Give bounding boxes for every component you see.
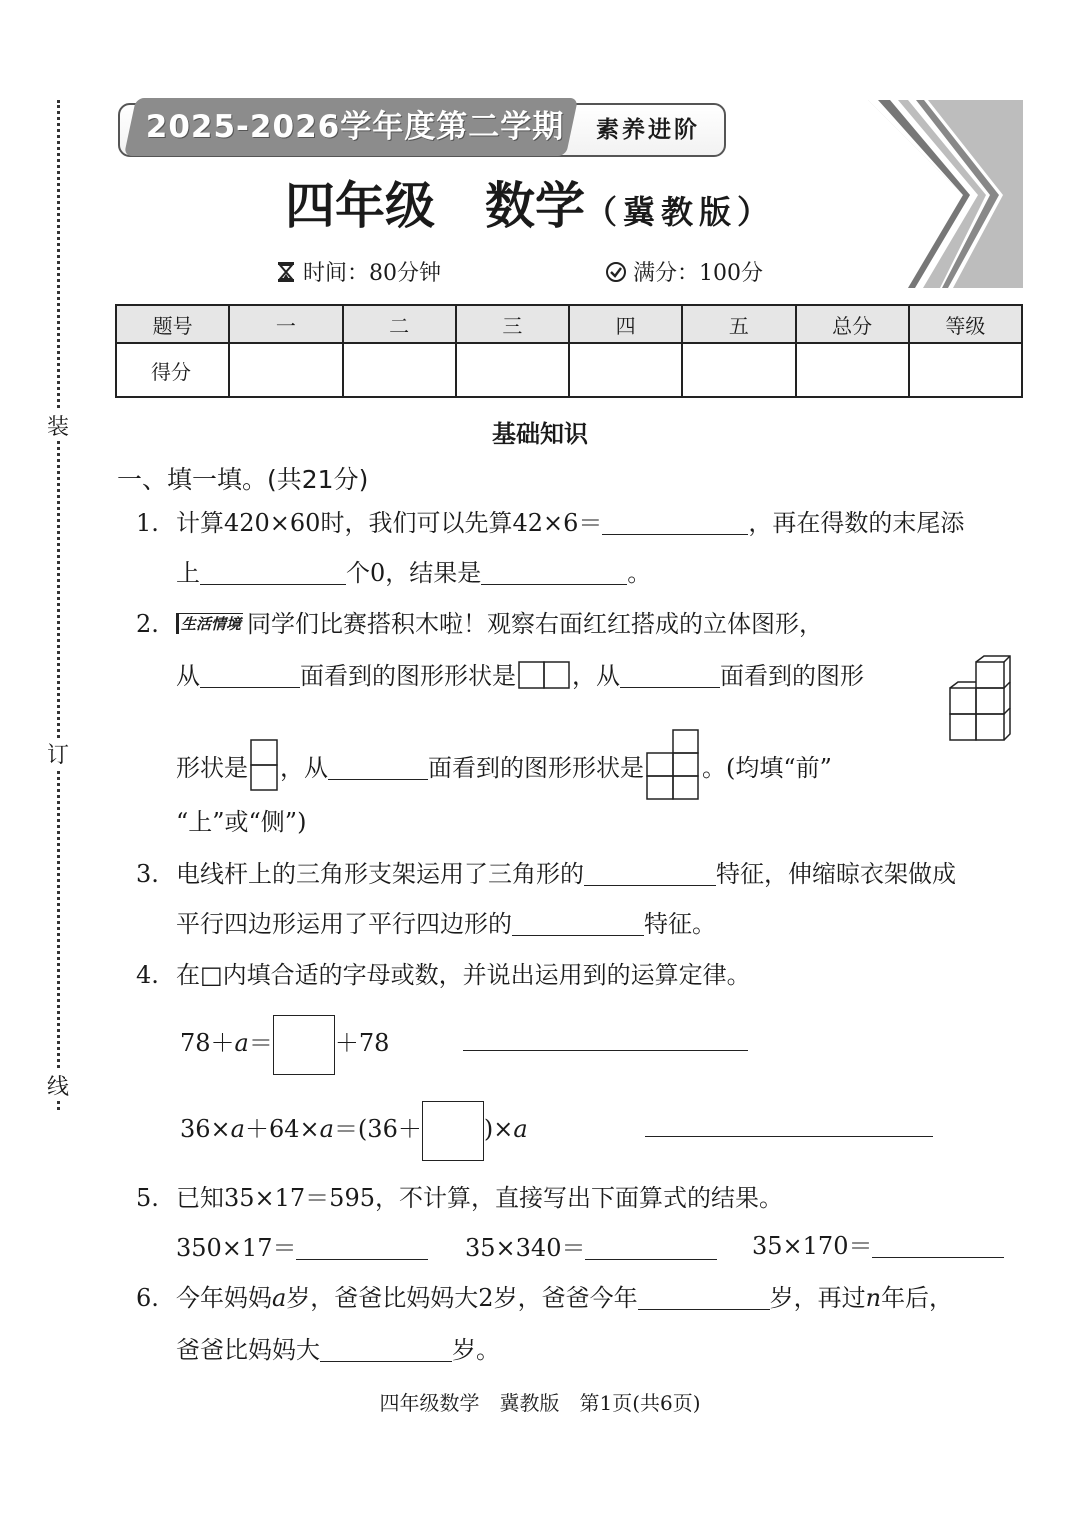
q6-text: 岁。	[452, 1336, 500, 1364]
q2-text: ，从	[280, 754, 328, 782]
q4-var: a	[230, 1115, 245, 1143]
q2-text: 面看到的图形	[720, 662, 864, 690]
fill-in-box[interactable]	[273, 1015, 335, 1075]
time-info	[275, 257, 441, 291]
score-table-row-label: 题号	[116, 305, 229, 343]
answer-blank[interactable]	[872, 1231, 1004, 1258]
q6-var: n	[865, 1284, 882, 1312]
life-scenario-badge: 生活情境	[176, 613, 243, 634]
q2-text: 面看到的图形形状是	[300, 662, 516, 690]
score-cell[interactable]	[343, 343, 456, 397]
q4-intro: 在□内填合适的字母或数，并说出运用到的运算定律。	[176, 961, 751, 989]
q1-text: 个0，结果是	[346, 559, 482, 587]
q4-equation-1	[180, 1010, 389, 1076]
q5-expr-3	[752, 1226, 1004, 1266]
q6-line-1	[176, 1278, 953, 1318]
q3-line-1	[176, 854, 956, 894]
answer-blank[interactable]	[200, 661, 300, 688]
q1-line-2	[176, 553, 651, 593]
score-cell[interactable]	[796, 343, 909, 397]
score-cell[interactable]	[456, 343, 569, 397]
q3-text: 平行四边形运用了平行四边形的	[176, 910, 512, 938]
q5-text: 35×170＝	[752, 1232, 873, 1260]
school-year-label: 2025-2026学年度第二学期	[145, 109, 565, 145]
grade-label: 四年级	[285, 177, 435, 235]
view-shape-two-squares	[518, 661, 570, 689]
score-cell[interactable]	[909, 343, 1022, 397]
score-cell[interactable]	[569, 343, 682, 397]
q6-var: a	[272, 1284, 287, 1312]
score-table	[115, 304, 1023, 398]
q4-text: ＋64×	[244, 1115, 320, 1143]
score-table-col: 等级	[909, 305, 1022, 343]
score-table-col: 四	[569, 305, 682, 343]
level-tag: 素养进阶	[596, 117, 700, 143]
subject-label: 数学	[485, 177, 585, 235]
section-title: 基础知识	[492, 420, 588, 448]
q1-text: 上	[176, 559, 200, 587]
answer-blank[interactable]	[200, 558, 346, 585]
q5-text: 350×17＝	[176, 1234, 297, 1262]
score-table-col: 总分	[796, 305, 909, 343]
q6-text: 爸爸比妈妈大	[176, 1336, 320, 1364]
q1-text: 计算420×60时，我们可以先算42×6＝	[176, 509, 603, 537]
q5-intro: 已知35×17＝595，不计算，直接写出下面算式的结果。	[176, 1184, 783, 1212]
score-table-col: 五	[682, 305, 795, 343]
question-number: 6.	[136, 1284, 159, 1312]
question-number: 4.	[136, 961, 159, 989]
check-circle-icon	[605, 261, 627, 283]
q4-text: )×	[483, 1115, 514, 1143]
q4-text: ＋78	[334, 1029, 390, 1057]
q2-text: 同学们比赛搭积木啦！观察右面红红搭成的立体图形，	[247, 610, 824, 638]
q6-text: 今年妈妈	[176, 1284, 272, 1312]
q2-text: ，从	[572, 662, 620, 690]
q5-expr-2	[465, 1228, 717, 1268]
q4-var: a	[513, 1115, 528, 1143]
q4-equation-2	[180, 1096, 528, 1162]
question-number: 3.	[136, 860, 159, 888]
score-table-score-row	[116, 343, 1022, 397]
q6-text: 年后，	[881, 1284, 954, 1312]
time-label: 时间：80分钟	[303, 261, 441, 286]
score-table-col: 三	[456, 305, 569, 343]
q4-text: 78＋	[180, 1029, 235, 1057]
q5-text: 35×340＝	[465, 1234, 586, 1262]
q5-expr-1	[176, 1228, 428, 1268]
answer-blank[interactable]	[638, 1283, 770, 1310]
score-table-header-row	[116, 305, 1022, 343]
answer-blank[interactable]	[602, 508, 748, 535]
question-number: 2.	[136, 610, 159, 638]
answer-blank[interactable]	[512, 909, 644, 936]
q3-text: 电线杆上的三角形支架运用了三角形的	[176, 860, 584, 888]
question-number: 1.	[136, 509, 159, 537]
cube-stack-figure	[946, 652, 1014, 742]
q1-line-1	[176, 503, 964, 543]
answer-blank[interactable]	[328, 753, 428, 780]
q3-text: 特征。	[644, 910, 716, 938]
answer-blank[interactable]	[481, 558, 627, 585]
full-score-label: 满分：100分	[633, 261, 763, 286]
binding-char-xian: 线	[45, 1070, 71, 1101]
q4-text: ＝(36＋	[333, 1115, 422, 1143]
q4-text: ＝	[248, 1029, 273, 1057]
answer-blank[interactable]	[584, 859, 716, 886]
binding-dotted-line	[57, 100, 60, 1110]
q6-line-2	[176, 1330, 500, 1370]
binding-char-zhuang: 装	[45, 410, 71, 441]
q1-text: 。	[627, 559, 652, 587]
score-table-row-label: 得分	[116, 343, 229, 397]
exam-title	[285, 170, 805, 242]
q3-text: 特征，伸缩晾衣架做成	[716, 860, 956, 888]
hourglass-icon	[275, 261, 297, 283]
view-shape-vertical-two-squares	[250, 728, 278, 800]
decorative-chevrons	[868, 100, 1023, 288]
answer-blank[interactable]	[620, 661, 720, 688]
q4-var: a	[319, 1115, 334, 1143]
score-table-col: 二	[343, 305, 456, 343]
q2-text: 形状是	[176, 754, 248, 782]
q2-line-2	[176, 656, 864, 696]
q6-text: 岁，再过	[769, 1284, 866, 1312]
q4-var: a	[234, 1029, 249, 1057]
q2-line-4: “上”或“侧”)	[176, 808, 307, 836]
q2-text: 从	[176, 662, 200, 690]
q6-text: 岁，爸爸比妈妈大2岁，爸爸今年	[286, 1284, 638, 1312]
fill-in-box[interactable]	[422, 1101, 484, 1161]
score-cell[interactable]	[229, 343, 342, 397]
view-shape-l-three-squares	[646, 728, 700, 800]
score-table-col: 一	[229, 305, 342, 343]
q4-text: 36×	[180, 1115, 231, 1143]
answer-blank[interactable]	[585, 1233, 717, 1260]
law-answer-line[interactable]	[463, 1050, 748, 1051]
q2-text: 面看到的图形形状是	[428, 754, 644, 782]
q2-line-3	[176, 728, 832, 800]
score-info	[605, 257, 763, 291]
binding-char-ding: 订	[45, 738, 71, 769]
q3-line-2	[176, 904, 716, 944]
answer-blank[interactable]	[320, 1335, 452, 1362]
part-title: 一、填一填。(共21分)	[117, 465, 369, 494]
q2-line-1	[176, 604, 823, 644]
law-answer-line[interactable]	[645, 1136, 933, 1137]
answer-blank[interactable]	[296, 1233, 428, 1260]
q2-text: 。(均填“前”	[702, 754, 832, 782]
edition-label: （冀教版）	[585, 193, 776, 231]
page-footer: 四年级数学 冀教版 第1页(共6页)	[379, 1391, 701, 1415]
question-number: 5.	[136, 1184, 159, 1212]
score-cell[interactable]	[682, 343, 795, 397]
q1-text: ，再在得数的末尾添	[748, 509, 965, 537]
